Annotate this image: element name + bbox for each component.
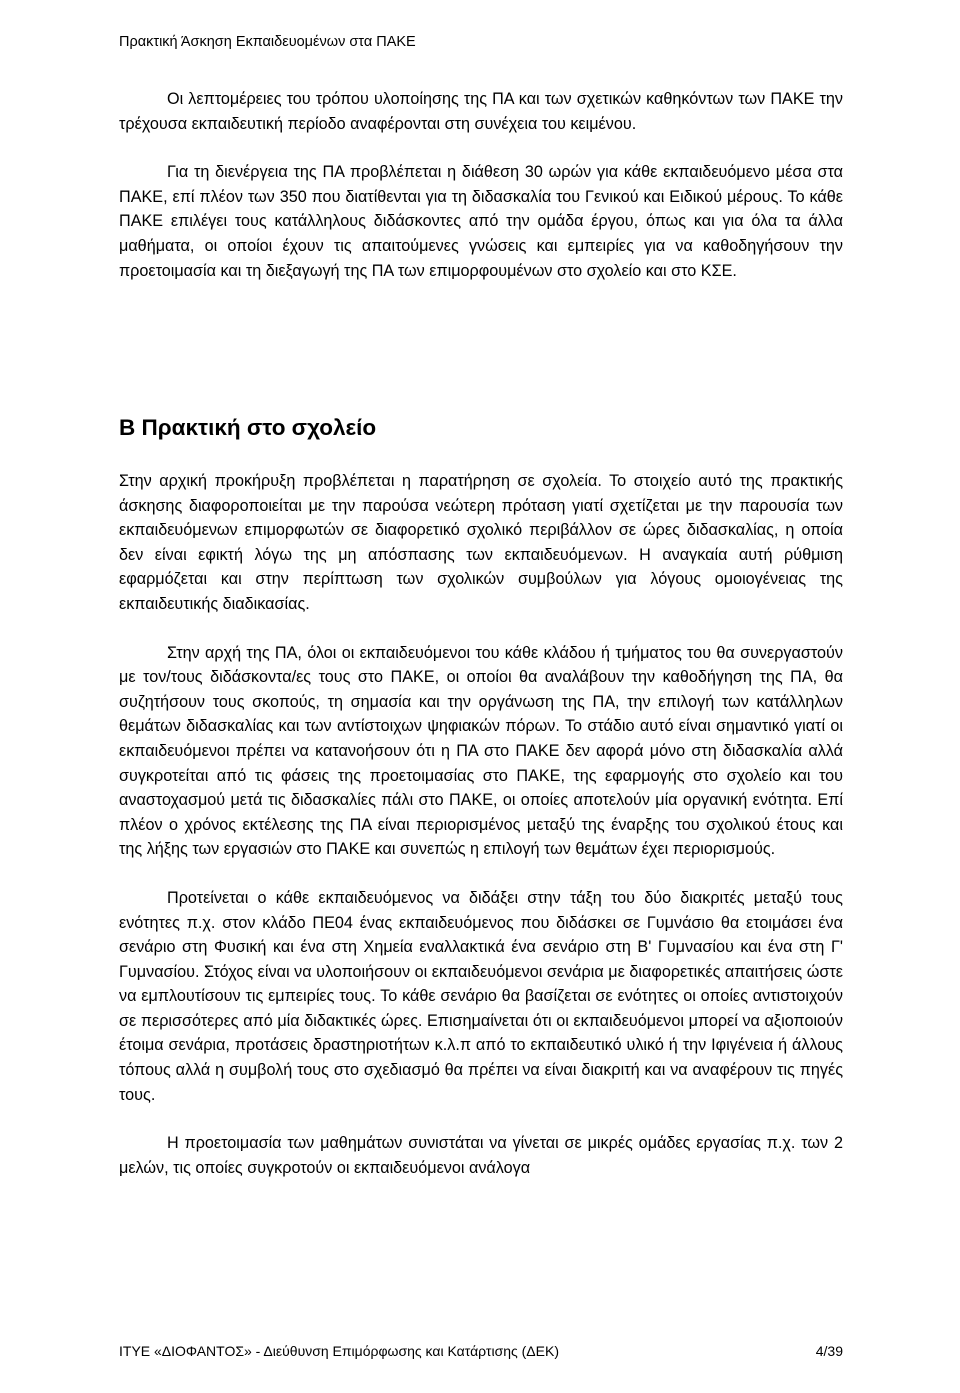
paragraph: Οι λεπτομέρειες του τρόπου υλοποίησης της ΠΑ και των σχετικών καθηκόντων των ΠΑΚΕ την τρέχουσα εκπαιδευτική περίοδο αναφέρονται στη συνέχεια του κειμένου.	[119, 90, 843, 133]
paragraph: Η προετοιμασία των μαθημάτων συνιστάται να γίνεται σε μικρές ομάδες εργασίας π.χ. των 2 μελών, τις οποίες συγκροτούν οι εκπαιδευόμενοι ανάλογα	[119, 1134, 843, 1177]
paragraph: Για τη διενέργεια της ΠΑ προβλέπεται η διάθεση 30 ωρών για κάθε εκπαιδευόμενο μέσα στα ΠΑΚΕ, επί πλέον των 350 που διατίθενται για τη διδασκαλία του Γενικού και Ειδικού μέρους. Το κάθε ΠΑΚΕ επιλέγει τους κατάλληλους διδάσκοντες από την ομάδα έργου, όπως και για όλα τα άλλα μαθήματα, οι οποίοι έχουν τις απαιτούμενες γνώσεις και εμπειρίες για να καθοδηγήσουν την προετοιμασία και τη διεξαγωγή της ΠΑ των επιμορφουμένων στο σχολείο και στο ΚΣΕ.	[119, 163, 843, 280]
page-number: 4/39	[815, 1343, 843, 1359]
page-footer	[119, 1343, 843, 1359]
footer-organization: ΙΤΥΕ «ΔΙΟΦΑΝΤΟΣ» - Διεύθυνση Επιμόρφωσης και Κατάρτισης (ΔΕΚ)	[119, 1343, 559, 1359]
running-header: Πρακτική Άσκηση Εκπαιδευομένων στα ΠΑΚΕ	[119, 34, 416, 50]
paragraph: Στην αρχική προκήρυξη προβλέπεται η παρατήρηση σε σχολεία. Το στοιχείο αυτό της πρακτικής άσκησης διαφοροποιείται με την παρούσα νεώτερη πρόταση γιατί σχετίζεται με την παρουσία των εκπαιδευόμενων επιμορφωτών σε διαφορετικό σχολικό περιβάλλον σε ώρες διδασκαλίας, η οποία δεν είναι εφικτή λόγω της μη απόσπασης των εκπαιδευόμενων. Η αναγκαία αυτή ρύθμιση εφαρμόζεται και στην περίπτωση των σχολικών συμβούλων για λόγους ομοιογένειας της εκπαιδευτικής διαδικασίας.	[119, 472, 843, 613]
intro-block	[119, 87, 843, 283]
section-title: Β Πρακτική στο σχολείο	[119, 415, 377, 440]
paragraph: Στην αρχή της ΠΑ, όλοι οι εκπαιδευόμενοι του κάθε κλάδου ή τμήματος του θα συνεργαστούν με τον/τους διδάσκοντα/ες τους στο ΠΑΚΕ, οι οποίοι θα αναλάβουν την καθοδήγηση της ΠΑ, θα συζητήσουν τους σκοπούς, τη σημασία και την οργάνωση της ΠΑ, την επιλογή των κατάλληλων θεμάτων διδασκαλίας και των αντίστοιχων ψηφιακών πόρων. Το στάδιο αυτό είναι σημαντικό γιατί οι εκπαιδευόμενοι πρέπει να κατανοήσουν ότι η ΠΑ στο ΠΑΚΕ δεν αφορά μόνο στη διδασκαλία αλλά συγκροτείται από τις φάσεις της προετοιμασίας στο ΠΑΚΕ, της εφαρμογής στο σχολείο και του αναστοχασμού μετά τις διδασκαλίες πάλι στο ΠΑΚΕ, οι οποίες αποτελούν μία οργανική ενότητα. Επί πλέον ο χρόνος εκτέλεσης της ΠΑ είναι περιορισμένος μεταξύ της έναρξης του σχολικού έτους και της λήξης των εργασιών στο ΠΑΚΕ και συνεπώς η επιλογή των θεμάτων έχει περιορισμούς.	[119, 643, 843, 859]
section-body	[119, 469, 843, 1180]
paragraph: Προτείνεται ο κάθε εκπαιδευόμενος να διδάξει στην τάξη του δύο διακριτές μεταξύ τους ενότητες π.χ. στον κλάδο ΠΕ04 ένας εκπαιδευόμενος που διδάσκει σε Γυμνάσιο θα ετοιμάσει ένα σενάριο στη Φυσική και ένα στη Χημεία εναλλακτικά ένα σενάριο στη Β' Γυμνασίου και ένα στη Γ' Γυμνασίου. Στόχος είναι να υλοποιήσουν οι εκπαιδευόμενοι σενάρια με διαφορετικές απαιτήσεις ώστε να εμπλουτίσουν τις εμπειρίες τους. Το κάθε σενάριο θα βασίζεται σε ενότητες οι οποίες αντιστοιχούν σε περισσότερες από μία διδακτικές ώρες. Επισημαίνεται ότι οι εκπαιδευόμενοι μπορεί να αξιοποιούν έτοιμα σενάρια, προτάσεις δραστηριοτήτων κ.λ.π από το εκπαιδευτικό υλικό ή την Ιφιγένεια ή άλλους τόπους αλλά η συμβολή τους στο σχεδιασμό θα πρέπει να είναι διακριτή και να αναφέρουν τις πηγές τους.	[119, 888, 843, 1104]
